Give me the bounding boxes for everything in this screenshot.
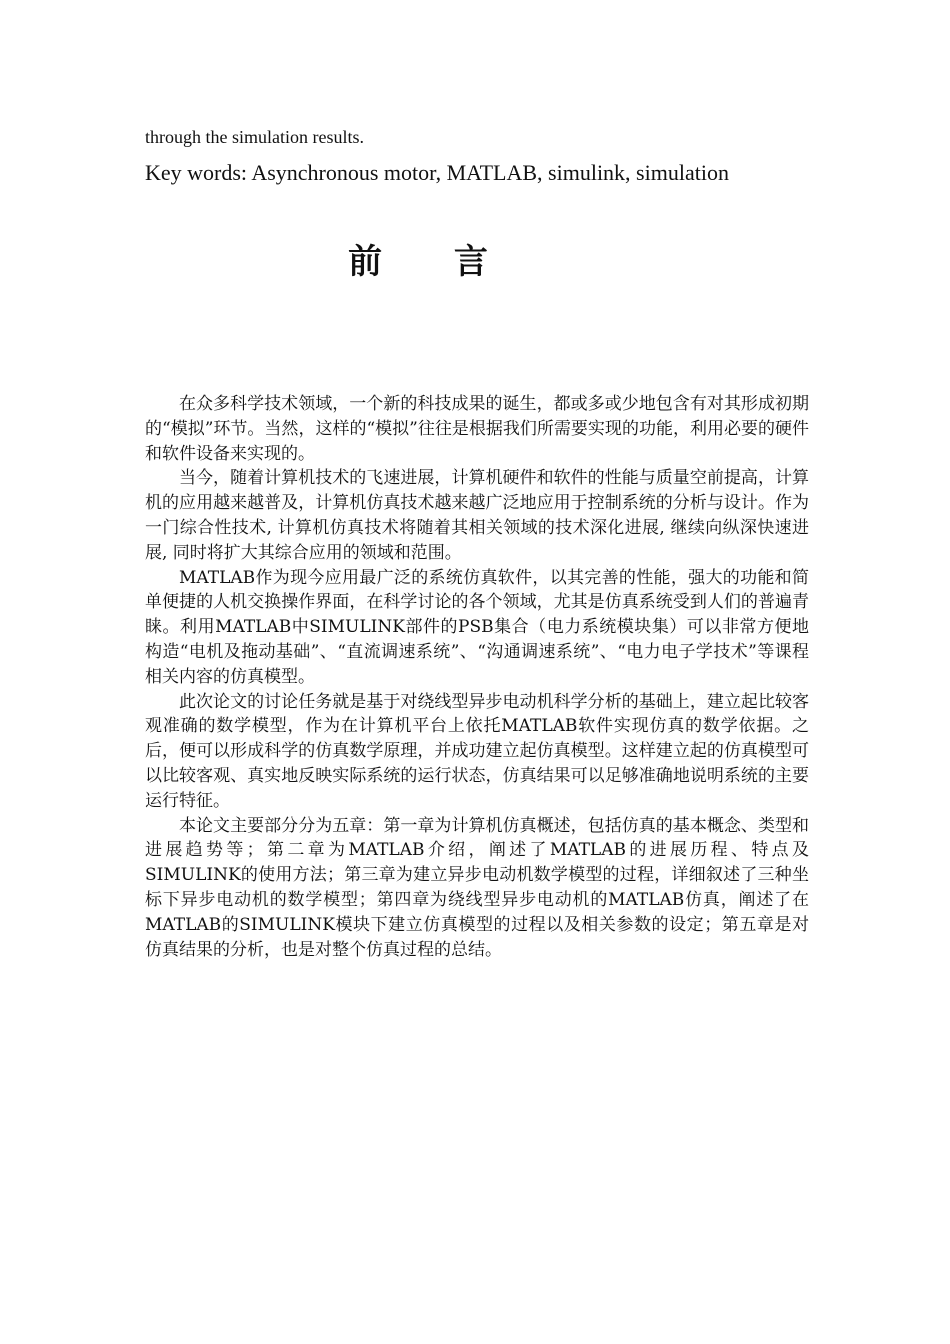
preface-body (145, 392, 809, 962)
preface-paragraph: 此次论文的讨论任务就是基于对绕线型异步电动机科学分析的基础上，建立起比较客观准确的数学模型，作为在计算机平台上依托MATLAB软件实现仿真的数学依据。之后，便可以形成科学的仿真数学原理，并成功建立起仿真模型。这样建立起的仿真模型可以比较客观、真实地反映实际系统的运行状态，仿真结果可以足够准确地说明系统的主要运行特征。 (145, 691, 809, 811)
preface-paragraph: 本论文主要部分分为五章：第一章为计算机仿真概述，包括仿真的基本概念、类型和进展趋势等；第二章为MATLAB介绍，阐述了MATLAB的进展历程、特点及SIMULINK的使用方法；第三章为建立异步电动机数学模型的过程，详细叙述了三种坐标下异步电动机的数学模型；第四章为绕线型异步电动机的MATLAB仿真，阐述了在MATLAB的SIMULINK模块下建立仿真模型的过程以及相关参数的设定；第五章是对仿真结果的分析，也是对整个仿真过程的总结。 (145, 815, 809, 960)
preface-paragraph: 在众多科学技术领域，一个新的科技成果的诞生，都或多或少地包含有对其形成初期的“模拟”环节。当然，这样的“模拟”往往是根据我们所需要实现的功能，利用必要的硬件和软件设备来实现的。 (145, 394, 809, 464)
preface-heading: 前 言 (348, 242, 518, 282)
abstract-closing-sentence: through the simulation results. (145, 127, 364, 147)
keywords-line: Key words: Asynchronous motor, MATLAB, simulink, simulation (145, 160, 729, 185)
preface-paragraph: MATLAB作为现今应用最广泛的系统仿真软件，以其完善的性能，强大的功能和简单便捷的人机交换操作界面，在科学讨论的各个领域，尤其是仿真系统受到人们的普遍青睐。利用MATLAB中SIMULINK部件的PSB集合（电力系统模块集）可以非常方便地构造“电机及拖动基础”、“直流调速系统”、“沟通调速系统”、“电力电子学技术”等课程相关内容的仿真模型。 (145, 567, 809, 687)
preface-paragraph: 当今，随着计算机技术的飞速进展，计算机硬件和软件的性能与质量空前提高，计算机的应用越来越普及，计算机仿真技术越来越广泛地应用于控制系统的分析与设计。作为一门综合性技术, 计算机仿真技术将随着其相关领域的技术深化进展, 继续向纵深快速进展, 同时将扩大其综合应用的领域和范围。 (145, 468, 809, 563)
